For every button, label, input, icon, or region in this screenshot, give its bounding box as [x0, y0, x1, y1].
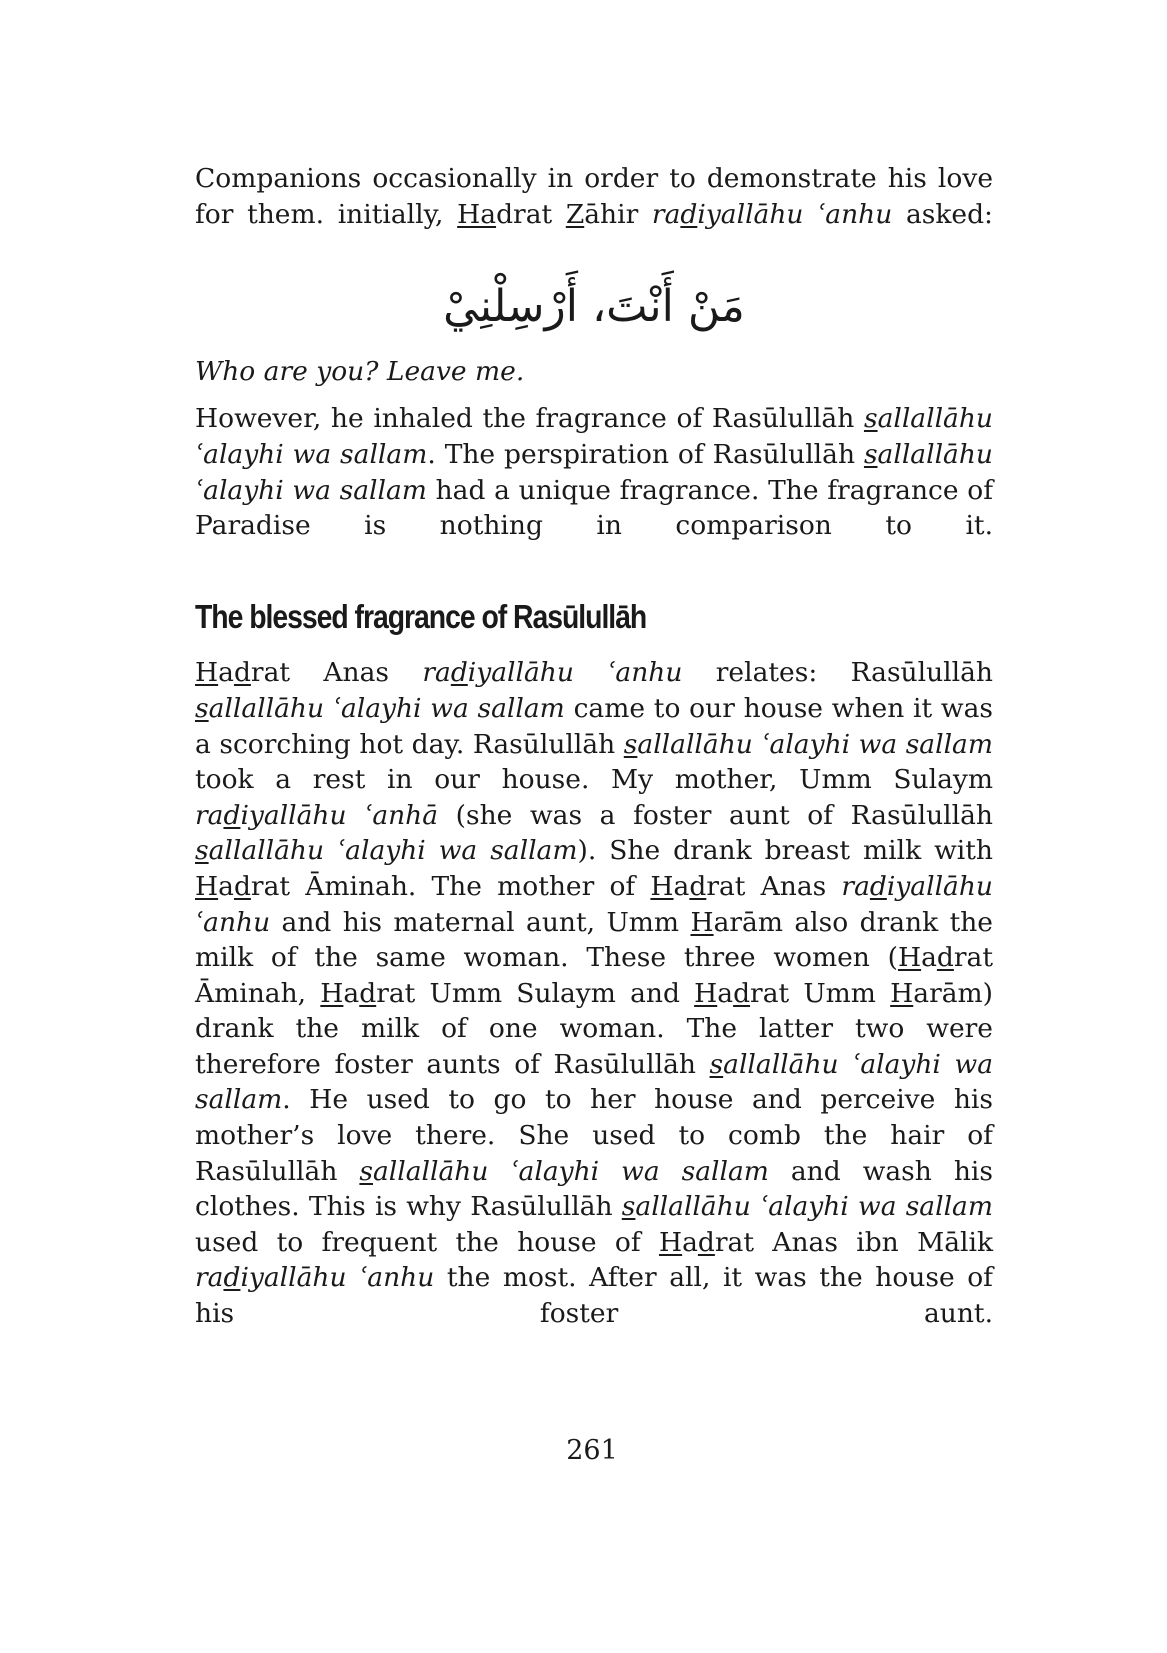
text-run: ra	[195, 799, 224, 831]
arabic-quote: مَنْ أَنْتَ، أَرْسِلْنِيْ	[443, 280, 745, 332]
text-run: s	[195, 692, 209, 724]
text-run: allallāhu ʿalayhi wa sallam	[208, 835, 578, 867]
text-run: a	[673, 870, 690, 902]
text-run: and wash his clothes. This is why Rasūlullāh	[195, 1155, 993, 1223]
text-run: d	[680, 198, 698, 230]
text-run: H	[650, 870, 674, 902]
text-run: allallāhu ʿalayhi wa sallam	[637, 728, 993, 760]
text-run: rat Anas ibn Mālik	[714, 1226, 994, 1258]
text-run: Ha	[457, 198, 497, 230]
text-run: d	[936, 942, 954, 974]
text-run: allallāhu ʿalayhi wa sallam	[208, 692, 565, 724]
text-run: came to our house when it was a scorching hot day. Rasūlullāh	[195, 692, 993, 760]
text-run: iyallāhu ʿanhā	[240, 799, 439, 831]
text-run: allallāhu ʿalayhi wa sallam	[195, 403, 993, 470]
text-run: d	[450, 657, 468, 689]
text-run: the most. After all, it was the house of his foster aunt.	[195, 1262, 993, 1330]
text-run: rat Āminah,	[195, 942, 993, 1009]
text-run: Z	[565, 198, 585, 230]
section-heading: The blessed fragrance of Rasūlullāh	[195, 598, 647, 636]
text-run: H	[694, 977, 718, 1009]
text-run: a	[717, 977, 734, 1009]
text-run: used to frequent the house of	[195, 1226, 659, 1258]
text-run: s	[359, 1155, 373, 1187]
text-run: āhir	[584, 198, 652, 230]
text-run: relates: Rasūlullāh	[682, 657, 993, 689]
text-run: . The perspiration of Rasūlullāh	[427, 438, 864, 470]
text-run: d	[869, 870, 887, 902]
text-run: and his maternal aunt, Umm	[270, 906, 691, 938]
text-run: iyallāhu ʿanhu	[467, 657, 683, 689]
text-run: H	[658, 1226, 683, 1258]
text-run: allallāhu ʿalayhi wa sallam	[373, 1155, 769, 1187]
text-run: d	[733, 977, 751, 1009]
text-run: rat Āminah. The mother of	[250, 870, 651, 902]
translation-text: Who are you? Leave me.	[195, 355, 525, 387]
text-run: took a rest in our house. My mother, Umm Sulaym	[195, 764, 993, 796]
paragraph-fragrance	[195, 401, 993, 579]
text-run: allallāhu ʿalayhi wa sallam	[195, 1048, 993, 1116]
page-number: 261	[566, 1435, 618, 1466]
text-run: s	[863, 438, 878, 470]
text-run: a	[682, 1226, 698, 1258]
text-run: iyallāhu ʿanhu	[240, 1262, 435, 1294]
text-run: H	[690, 906, 714, 938]
text-run: rat Umm	[750, 977, 891, 1009]
text-run: ra	[651, 198, 681, 230]
text-run: arām) drank the milk of one woman. The latter two were therefore foster aunts of Rasūlullāh	[195, 977, 993, 1080]
text-run: allallāhu ʿalayhi wa sallam	[195, 438, 993, 506]
text-run: asked:	[892, 198, 993, 230]
text-run: d	[223, 1262, 241, 1294]
text-run: d	[496, 198, 514, 230]
text-run: a	[218, 657, 234, 689]
text-run: . He used to go to her house and perceive his mother’s love there. She used to comb the hair of Rasūlullāh	[195, 1084, 993, 1187]
text-run: s	[863, 403, 878, 435]
text-run: Companions occasionally in order to demonstrate his love for them. initially,	[195, 163, 993, 230]
text-run: H	[195, 657, 219, 689]
text-run: iyallāhu ʿanhu	[697, 198, 893, 230]
text-run: d	[697, 1226, 715, 1258]
text-run: H	[320, 977, 344, 1009]
text-run: d	[233, 657, 251, 689]
text-run: a	[921, 942, 937, 974]
text-run: allallāhu ʿalayhi wa sallam	[635, 1191, 993, 1223]
text-run: had a unique fragrance. The fragrance of Paradise is nothing in comparison to it.	[195, 474, 993, 542]
text-run: d	[233, 870, 251, 902]
text-run: ra	[422, 657, 451, 689]
text-run: ). She drank breast milk with	[577, 835, 993, 867]
text-run: However, he inhaled the fragrance of Rasūlullāh	[195, 403, 864, 435]
text-run: rat Umm Sulaym and	[376, 977, 695, 1009]
paragraph-intro	[195, 161, 993, 268]
paragraph-anas-narration	[195, 655, 993, 1367]
quote-translation	[195, 354, 993, 390]
text-run: (she was a foster aunt of Rasūlullāh	[438, 799, 993, 831]
text-run: rat Anas	[706, 870, 842, 902]
text-run: s	[621, 1191, 636, 1223]
text-run: s	[623, 728, 638, 760]
text-run: H	[897, 942, 922, 974]
text-run: d	[359, 977, 377, 1009]
text-run: rat Anas	[250, 657, 423, 689]
text-run: ra	[841, 870, 870, 902]
text-run: a	[218, 870, 234, 902]
text-run: d	[689, 870, 707, 902]
text-run: d	[223, 799, 241, 831]
text-run: s	[709, 1048, 724, 1080]
book-page	[195, 150, 993, 1367]
text-run: ra	[195, 1262, 224, 1294]
text-run: H	[195, 870, 219, 902]
text-run: s	[195, 835, 209, 867]
text-run: iyallāhu ʿanhu	[195, 870, 993, 938]
text-run: H	[890, 977, 914, 1009]
text-run: arām also drank the milk of the same woman. These three women (	[195, 906, 993, 974]
text-run: rat	[513, 198, 566, 230]
text-run: a	[343, 977, 360, 1009]
